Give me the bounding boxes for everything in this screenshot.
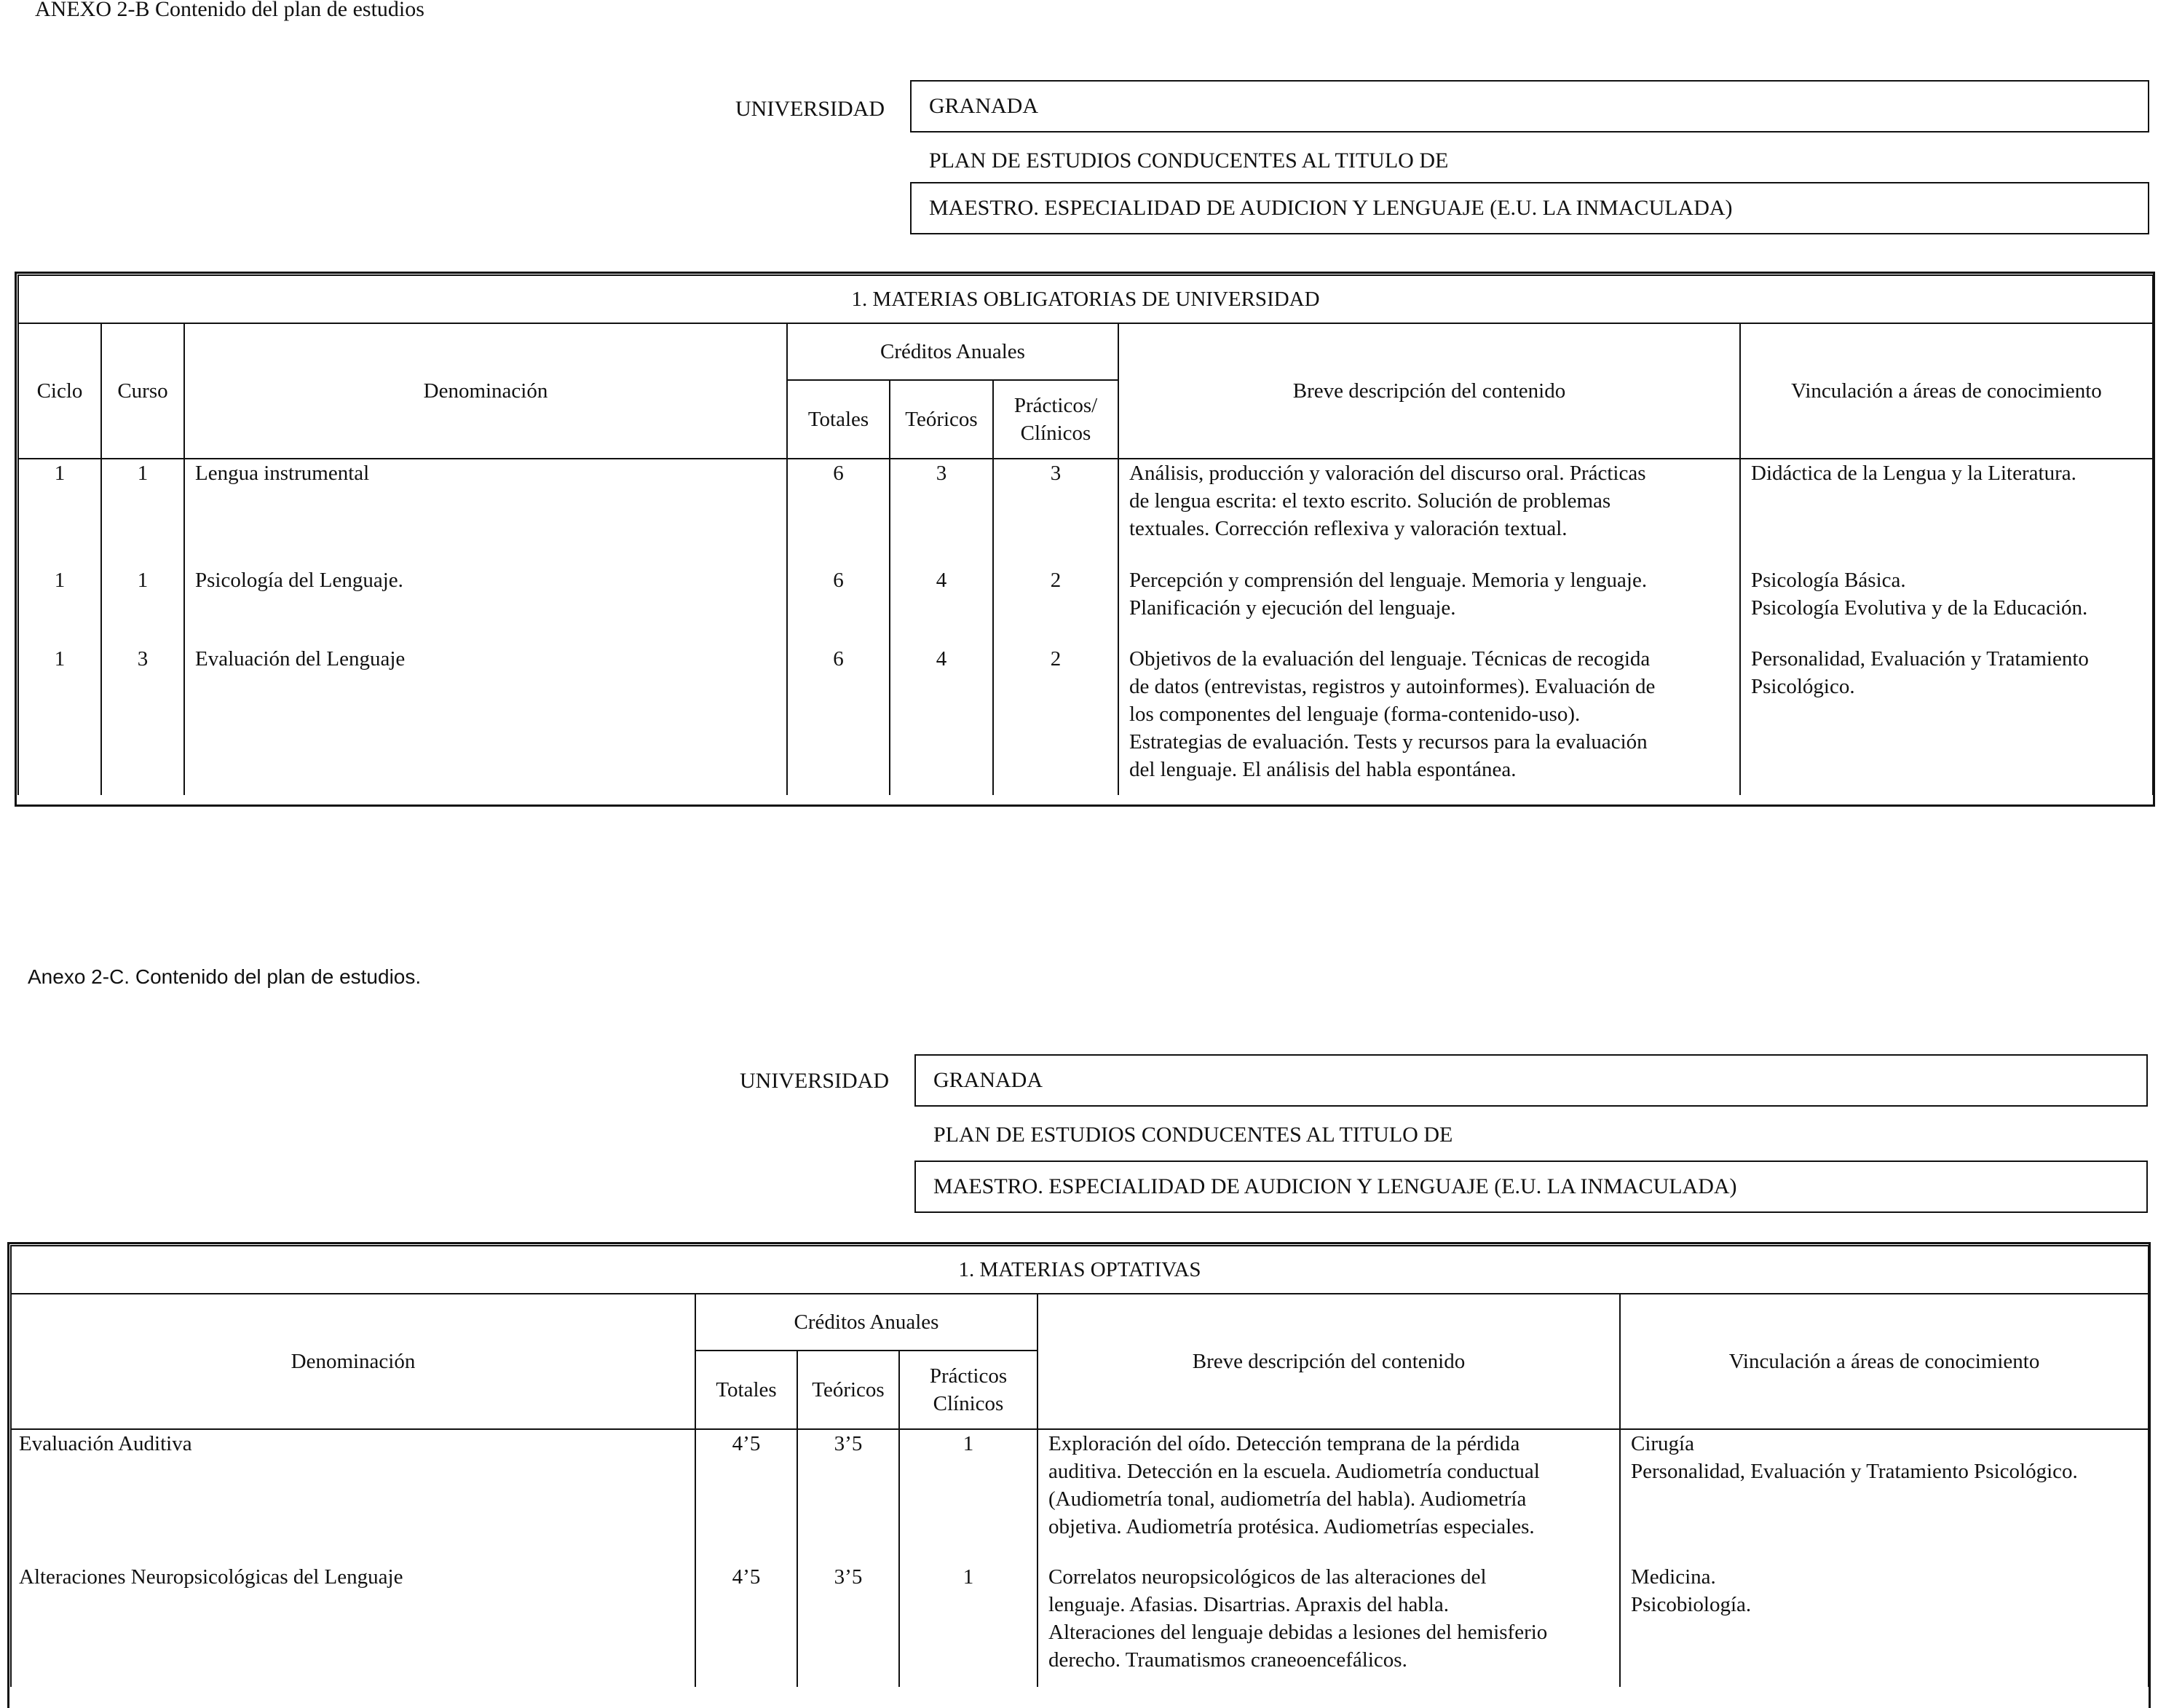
titulo-value: MAESTRO. ESPECIALIDAD DE AUDICION Y LENGUAJE (E.U. LA INMACULADA) <box>933 1174 1737 1198</box>
vinculacion-line: Psicología Básica. <box>1751 569 1906 592</box>
universidad-field <box>910 80 2149 133</box>
descripcion-line: los componentes del lenguaje (forma-contenido-uso). <box>1129 703 1581 726</box>
descripcion-line: textuales. Corrección reflexiva y valoración textual. <box>1129 517 1568 540</box>
descripcion-line: objetiva. Audiometría protésica. Audiometrías especiales. <box>1048 1515 1535 1538</box>
cell-descripcion <box>1118 459 1740 566</box>
header-ciclo: Ciclo <box>18 323 101 459</box>
descripcion-line: Planificación y ejecución del lenguaje. <box>1129 596 1456 620</box>
table-row <box>11 1563 2149 1687</box>
table-row <box>11 1429 2149 1563</box>
cell-teoricos: 4 <box>890 645 993 795</box>
universidad-label: UNIVERSIDAD <box>740 1069 889 1093</box>
vinculacion-line: Personalidad, Evaluación y Tratamiento Psicológico. <box>1631 1460 2078 1483</box>
descripcion-line: del lenguaje. El análisis del habla espontánea. <box>1129 758 1517 781</box>
cell-curso: 3 <box>101 645 184 795</box>
cell-vinculacion <box>1740 566 2153 645</box>
cell-practicos: 1 <box>899 1563 1038 1687</box>
descripcion-line: Correlatos neuropsicológicos de las alteraciones del <box>1048 1565 1487 1589</box>
cell-descripcion <box>1118 645 1740 795</box>
descripcion-line: auditiva. Detección en la escuela. Audiometría conductual <box>1048 1460 1540 1483</box>
materias-obligatorias-table <box>17 274 2154 795</box>
header-practicos: Prácticos Clínicos <box>899 1351 1038 1429</box>
cell-denominacion: Evaluación del Lenguaje <box>184 645 787 795</box>
cell-curso: 1 <box>101 459 184 566</box>
vinculacion-line: Psicobiología. <box>1631 1593 1752 1616</box>
cell-totales: 6 <box>787 459 890 566</box>
cell-totales: 6 <box>787 645 890 795</box>
descripcion-line: Alteraciones del lenguaje debidas a lesiones del hemisferio <box>1048 1621 1548 1644</box>
universidad-value: GRANADA <box>933 1068 1043 1092</box>
cell-descripcion <box>1038 1563 1620 1687</box>
annex-title: ANEXO 2-B Contenido del plan de estudios <box>35 0 424 21</box>
table-row <box>18 645 2153 795</box>
cell-practicos: 1 <box>899 1429 1038 1563</box>
cell-totales: 4’5 <box>695 1429 797 1563</box>
header-vinculacion: Vinculación a áreas de conocimiento <box>1740 323 2153 459</box>
cell-denominacion: Lengua instrumental <box>184 459 787 566</box>
vinculacion-line: Personalidad, Evaluación y Tratamiento <box>1751 647 2089 671</box>
header-descripcion: Breve descripción del contenido <box>1118 323 1740 459</box>
cell-denominacion: Evaluación Auditiva <box>11 1429 695 1563</box>
cell-curso: 1 <box>101 566 184 645</box>
cell-vinculacion <box>1620 1563 2149 1687</box>
header-denominacion: Denominación <box>184 323 787 459</box>
titulo-field <box>910 182 2149 234</box>
table-title: 1. MATERIAS OBLIGATORIAS DE UNIVERSIDAD <box>18 275 2153 323</box>
descripcion-line: Percepción y comprensión del lenguaje. Memoria y lenguaje. <box>1129 569 1648 592</box>
cell-denominacion: Psicología del Lenguaje. <box>184 566 787 645</box>
vinculacion-line: Psicológico. <box>1751 675 1855 698</box>
cell-practicos: 2 <box>993 645 1118 795</box>
header-teoricos: Teóricos <box>890 380 993 459</box>
titulo-value: MAESTRO. ESPECIALIDAD DE AUDICION Y LENGUAJE (E.U. LA INMACULADA) <box>929 196 1733 220</box>
descripcion-line: derecho. Traumatismos craneoencefálicos. <box>1048 1648 1407 1672</box>
header-creditos: Créditos Anuales <box>695 1294 1038 1351</box>
descripcion-line: (Audiometría tonal, audiometría del habla). Audiometría <box>1048 1487 1527 1511</box>
header-totales: Totales <box>787 380 890 459</box>
universidad-label: UNIVERSIDAD <box>735 97 885 121</box>
universidad-value: GRANADA <box>929 94 1038 118</box>
table-title: 1. MATERIAS OPTATIVAS <box>11 1246 2149 1294</box>
cell-descripcion <box>1118 566 1740 645</box>
header-totales: Totales <box>695 1351 797 1429</box>
vinculacion-line: Medicina. <box>1631 1565 1716 1589</box>
plan-label: PLAN DE ESTUDIOS CONDUCENTES AL TITULO DE <box>933 1123 1453 1147</box>
header-creditos: Créditos Anuales <box>787 323 1118 380</box>
cell-ciclo: 1 <box>18 459 101 566</box>
cell-denominacion: Alteraciones Neuropsicológicas del Lenguaje <box>11 1563 695 1687</box>
cell-teoricos: 3’5 <box>797 1429 899 1563</box>
plan-label: PLAN DE ESTUDIOS CONDUCENTES AL TITULO DE <box>929 149 1449 173</box>
materias-optativas-table <box>10 1245 2149 1687</box>
descripcion-line: de lengua escrita: el texto escrito. Solución de problemas <box>1129 489 1611 513</box>
cell-totales: 4’5 <box>695 1563 797 1687</box>
cell-vinculacion <box>1620 1429 2149 1563</box>
cell-practicos: 2 <box>993 566 1118 645</box>
header-vinculacion: Vinculación a áreas de conocimiento <box>1620 1294 2149 1429</box>
cell-teoricos: 3’5 <box>797 1563 899 1687</box>
cell-practicos: 3 <box>993 459 1118 566</box>
cell-vinculacion <box>1740 645 2153 795</box>
vinculacion-line: Didáctica de la Lengua y la Literatura. <box>1751 462 2076 485</box>
cell-ciclo: 1 <box>18 645 101 795</box>
vinculacion-line: Cirugía <box>1631 1432 1694 1455</box>
universidad-field <box>914 1054 2148 1107</box>
cell-descripcion <box>1038 1429 1620 1563</box>
descripcion-line: Análisis, producción y valoración del discurso oral. Prácticas <box>1129 462 1646 485</box>
cell-teoricos: 3 <box>890 459 993 566</box>
titulo-field <box>914 1161 2148 1213</box>
cell-ciclo: 1 <box>18 566 101 645</box>
header-descripcion: Breve descripción del contenido <box>1038 1294 1620 1429</box>
descripcion-line: lenguaje. Afasias. Disartrias. Apraxis del habla. <box>1048 1593 1450 1616</box>
descripcion-line: Exploración del oído. Detección temprana de la pérdida <box>1048 1432 1520 1455</box>
cell-vinculacion <box>1740 459 2153 566</box>
descripcion-line: Estrategias de evaluación. Tests y recursos para la evaluación <box>1129 730 1648 754</box>
descripcion-line: de datos (entrevistas, registros y autoinformes). Evaluación de <box>1129 675 1656 698</box>
table-row <box>18 459 2153 566</box>
descripcion-line: Objetivos de la evaluación del lenguaje. Técnicas de recogida <box>1129 647 1651 671</box>
header-teoricos: Teóricos <box>797 1351 899 1429</box>
header-curso: Curso <box>101 323 184 459</box>
vinculacion-line: Psicología Evolutiva y de la Educación. <box>1751 596 2088 620</box>
header-denominacion: Denominación <box>11 1294 695 1429</box>
cell-teoricos: 4 <box>890 566 993 645</box>
cell-totales: 6 <box>787 566 890 645</box>
header-practicos: Prácticos/ Clínicos <box>993 380 1118 459</box>
annex-title: Anexo 2-C. Contenido del plan de estudios. <box>28 965 422 988</box>
table-row <box>18 566 2153 645</box>
